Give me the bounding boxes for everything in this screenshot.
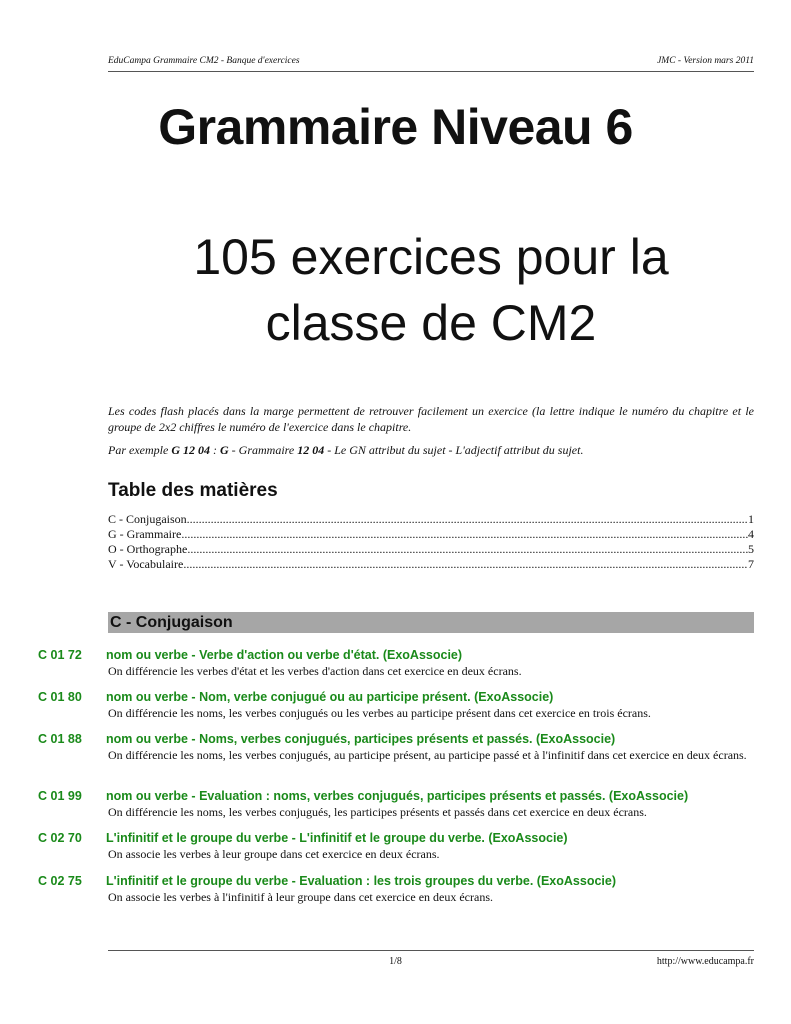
- toc-item-page: 5: [748, 542, 754, 556]
- exercise-title[interactable]: L'infinitif et le groupe du verbe - Evaluation : les trois groupes du verbe. (ExoAssocie): [106, 874, 617, 888]
- header-divider: [108, 71, 754, 72]
- toc-item-label: V - Vocabulaire: [108, 557, 184, 571]
- section-heading-conjugaison: C - Conjugaison: [108, 612, 754, 633]
- page-title: Grammaire Niveau 6: [158, 99, 633, 155]
- exercise-title[interactable]: L'infinitif et le groupe du verbe - L'infinitif et le groupe du verbe. (ExoAssocie): [106, 831, 568, 845]
- exercise-description: On associe les verbes à l'infinitif à leur groupe dans cet exercice en deux écrans.: [108, 890, 493, 904]
- exercise-title[interactable]: nom ou verbe - Evaluation : noms, verbes conjugués, participes présents et passés. (ExoAssocie): [106, 789, 689, 803]
- toc-item-vocabulaire[interactable]: [108, 557, 754, 572]
- example-mid: - Grammaire: [228, 443, 298, 457]
- toc-item-page: 4: [748, 527, 754, 541]
- toc-heading: Table des matières: [108, 480, 278, 501]
- toc-leader: [187, 542, 748, 557]
- exercise-description: On différencie les noms, les verbes conjugués ou les verbes au participe présent dans cet exercice en trois écrans.: [108, 706, 651, 720]
- exercise-title[interactable]: nom ou verbe - Noms, verbes conjugués, participes présents et passés. (ExoAssocie): [106, 732, 616, 746]
- exercise-code: C 02 70: [38, 831, 82, 845]
- footer-page-number: 1/8: [389, 956, 402, 967]
- toc-item-label: O - Orthographe: [108, 542, 188, 556]
- example-code: G 12 04: [171, 443, 210, 457]
- exercise-code: C 01 99: [38, 789, 82, 803]
- header-left-text: EduCampa Grammaire CM2 - Banque d'exercices: [108, 56, 300, 66]
- example-sep: :: [209, 443, 220, 457]
- subtitle-line-1: 105 exercices pour la: [193, 229, 669, 285]
- toc-leader: [181, 527, 748, 542]
- example-num: 12 04: [297, 443, 325, 457]
- exercise-code: C 01 72: [38, 648, 82, 662]
- toc-item-conjugaison[interactable]: [108, 512, 754, 527]
- exercise-description: On différencie les verbes d'état et les verbes d'action dans cet exercice en deux écrans.: [108, 664, 522, 678]
- toc-item-label: G - Grammaire: [108, 527, 182, 541]
- exercise-description: On différencie les noms, les verbes conjugués, au participe présent, au participe passé et à l'infinitif dans cet exercice en deux écrans.: [108, 748, 747, 762]
- exercise-title[interactable]: nom ou verbe - Verbe d'action ou verbe d'état. (ExoAssocie): [106, 648, 463, 662]
- toc-item-label: C - Conjugaison: [108, 512, 187, 526]
- toc-leader: [183, 557, 748, 572]
- toc-item-grammaire[interactable]: [108, 527, 754, 542]
- exercise-code: C 01 80: [38, 690, 82, 704]
- exercise-description: On associe les verbes à leur groupe dans cet exercice en deux écrans.: [108, 847, 440, 861]
- toc-item-page: 7: [748, 557, 754, 571]
- exercise-title[interactable]: nom ou verbe - Nom, verbe conjugué ou au participe présent. (ExoAssocie): [106, 690, 554, 704]
- example-suffix: - Le GN attribut du sujet - L'adjectif attribut du sujet.: [324, 443, 584, 457]
- exercise-description: On différencie les noms, les verbes conjugués, les participes présents et passés dans cet exercice en deux écrans.: [108, 805, 647, 819]
- page-subtitle: [108, 224, 754, 356]
- table-of-contents: [108, 512, 754, 572]
- toc-item-page: 1: [748, 512, 754, 526]
- footer-url[interactable]: http://www.educampa.fr: [656, 956, 754, 967]
- toc-item-orthographe[interactable]: [108, 542, 754, 557]
- exercise-code: C 02 75: [38, 874, 82, 888]
- subtitle-line-2: classe de CM2: [265, 295, 597, 351]
- header-right-text: JMC - Version mars 2011: [657, 56, 754, 66]
- example-paragraph: [108, 442, 754, 458]
- exercise-code: C 01 88: [38, 732, 82, 746]
- toc-leader: [187, 512, 748, 527]
- footer-divider: [108, 950, 754, 951]
- example-letter: G: [219, 443, 229, 457]
- intro-paragraph: Les codes flash placés dans la marge permettent de retrouver facilement un exercice (la lettre indique le numéro du chapitre et le groupe de 2x2 chiffres le numéro de l'exercice dans le chapitre.: [108, 404, 754, 434]
- example-prefix: Par exemple: [108, 443, 172, 457]
